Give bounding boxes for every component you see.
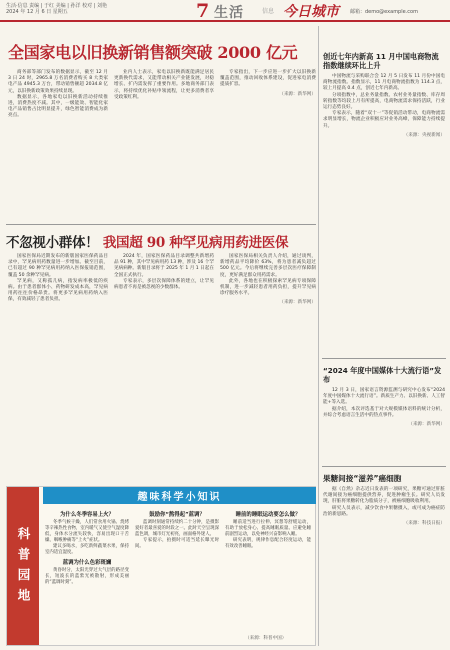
story1-para: 业内人士表示，家电以旧换新既能满足居民更新换代需求，又能带动相关产业链发展，对稳增长、扩内需发挥了重要作用。多地商务部门表示，将持续优化补贴申领流程，让更多消费者享受政策红利。 (114, 70, 214, 100)
story2-col3 (220, 254, 316, 305)
right-para: 据《自然》杂志近日发表的一项研究，果糖可通过肝脏代谢间接为癌细胞提供营养，促进肿瘤生长。研究人员发现，肝脏将果糖转化为脂质分子，被癌细胞吸收利用。 (323, 487, 445, 505)
divider (322, 358, 446, 359)
right-para: 12 月 3 日，国家语言资源监测与研究中心发布“2024 年度中国媒体十大流行语”。新质生产力、以旧换新、人工智能+等入选。 (323, 388, 445, 406)
right-source: （来源：新华网） (408, 422, 445, 428)
science-col3 (225, 507, 311, 550)
story2-para: 2024 年，国家医保药品目录调整共新增药品 91 种，其中罕见病用药 13 种，涉及 16 个罕见病病种。新版目录将于 2025 年 1 月 1 日起在全国正式执行。 (114, 254, 214, 278)
science-side-label (7, 487, 39, 645)
science-box (6, 486, 316, 646)
right-source: （来源：科技日报） (403, 521, 445, 527)
right-headline-fructose: 果糖间接“滋养”癌细胞 (323, 474, 402, 483)
story1-col2 (114, 70, 214, 101)
right-headline-buzzwords: “2024 年度中国媒体十大流行语”发布 (323, 366, 442, 384)
story1-para: 数据显示，各地家电以旧换新活动持续推进，消费热度不减。其中，一级能效、智能化家电产品销售占比明显提升，绿色智能消费成为新亮点。 (8, 94, 108, 119)
right-source: （来源：央视新闻） (403, 132, 445, 138)
story2-headline (6, 231, 316, 251)
section-subtitle: 信息 (262, 8, 275, 15)
science-para: 建议多喝水，多吃新鲜蔬菜水果，保持室内适宜湿度。 (45, 543, 129, 555)
story2-col2 (114, 254, 214, 291)
science-para: 冬季气候干燥，人们常食用火锅、烧烤等辛辣热性食物，室内暖气又使空气湿度降低，身体水分流失较快，容易出现口干舌燥、咽喉肿痛等“上火”症状。 (45, 520, 129, 543)
right-headline-ecommerce: 创近七年内新高 11 月中国电商物流指数继续环比上升 (323, 52, 439, 70)
science-question: 蓝调为什么色彩斑斓 (62, 560, 112, 567)
science-question: 睡前的睡眠运动要怎么做？ (235, 512, 301, 518)
story2-para: 专家表示，多层次保障体系的建立，让罕见病患者不再是被忽视的少数群体。 (114, 278, 214, 291)
story1-para: 专家指出，下一步应进一步扩大以旧换新覆盖范围，推动回收体系建设，促进家电消费提质扩容。 (220, 70, 316, 88)
header-meta (6, 3, 107, 15)
story2-para: 此外，各地也在积极探索罕见病专项保障机制，进一步减轻患者用药负担，提升罕见病诊疗服务水平。 (220, 278, 316, 297)
right-story2 (323, 388, 445, 427)
section-title: 生活 (214, 5, 244, 21)
science-question: 鼓励你“熬得起”蓝调？ (149, 512, 205, 518)
right-para: 研究人员表示，减少饮食中果糖摄入，或可成为癌症防治的新思路。 (323, 505, 445, 517)
page-header (0, 0, 450, 22)
story1-source: （来源：新华网） (279, 91, 316, 97)
right-para: 中国物流与采购联合会 12 月 5 日发布 11 月份中国电商物流指数。指数显示，11 月电商物流指数为 114.3 点，较上月提高 0.4 点，创近七年内新高。 (323, 74, 445, 92)
science-banner (43, 487, 316, 504)
story2-headline-b: 我国超 90 种罕见病用药进医保 (102, 235, 289, 251)
science-para: 专家提示，拍摄时可适当延长曝光时间。 (135, 537, 219, 549)
science-para: 黄昏时分，太阳光穿过大气层的路径变长，短波长的蓝紫光被散射，形成美丽的“蓝调时刻”。 (45, 568, 129, 586)
page-number: 7 (196, 0, 210, 22)
science-side-text: 科普园地 (16, 527, 31, 609)
divider (322, 466, 446, 467)
science-col2 (135, 507, 219, 550)
right-para: 分项指数中，总业务量指数、农村业务量指数、库存周转指数等均较上月有所提高，电商物流需求保持活跃，行业运行态势良好。 (323, 92, 445, 111)
story2-col1 (8, 254, 108, 304)
story2-para: 罕见病，又称孤儿病，指发病率极低的疾病。由于患者群体小、药物研发成本高，罕见病用药往往价格昂贵。将更多罕见病用药纳入医保，有效减轻了患者负担。 (8, 278, 108, 303)
science-para: 蓝调时刻通常持续约二十分钟，是摄影爱好者最喜爱的时段之一。此时天空呈现深蓝色调，城市灯光初亮，画面格外迷人。 (135, 520, 219, 537)
story1-headline: 全国家电以旧换新销售额突破 2000 亿元 (8, 43, 298, 62)
science-source: （来源：科普中国） (245, 636, 287, 641)
science-question: 为什么冬季容易上火？ (60, 512, 114, 518)
header-email: 邮箱：demo@example.com (350, 9, 418, 15)
story1-col1 (8, 70, 108, 120)
right-para: 据介绍，本次评选基于对大规模媒体语料的统计分析，并综合考虑语言生活中的热点事件。 (323, 406, 445, 418)
header-date: 2024 年 12 月 6 日 星期五 (6, 9, 68, 15)
story1-col3 (220, 70, 316, 97)
story2-headline-a: 不忽视小群体！ (6, 235, 99, 251)
newspaper-logo: 今日城市 (283, 4, 339, 20)
story2-para: 国家医保局相关负责人介绍，通过谈判，新增药品平均降价 63%，将为患者减负超过 500 亿元。今后将继续完善多层次医疗保障制度，更好满足群众用药需求。 (220, 254, 316, 278)
right-story3 (323, 487, 445, 526)
science-title: 趣味科学小知识 (137, 492, 222, 503)
divider (6, 224, 316, 225)
science-col1 (45, 507, 129, 586)
story2-source: （来源：新华网） (279, 300, 316, 306)
right-story1 (323, 74, 445, 138)
science-para: 睡前适当进行拉伸、冥想等舒缓运动，有助于放松身心、提高睡眠质量。应避免睡前剧烈运动，以免神经兴奋影响入睡。 (225, 520, 311, 537)
header-editors: 生活·信息 责编 | 于红 美编 | 孙洋 校对 | 刘艳 (6, 3, 107, 9)
right-para: 专家表示，随着“双十一”等促销活动带动，电商物流需求明显增长，物流企业积极应对业务高峰，保障能力持续提升。 (323, 111, 445, 129)
science-para: 研究表明，规律作息配合轻度运动，能有效改善睡眠。 (225, 537, 311, 549)
column-divider (318, 26, 319, 646)
story1-para: 商务部等部门发布的数据显示，截至 12 月 3 日 24 时，2965.8 万名消费者购买 8 大类家电产品 4945.3 万台，带动销售额超 2034.8 亿元，以旧换新政策效果持续显现。 (8, 70, 108, 94)
story2-para: 国家医保局近期发布的新版国家医保药品目录中，罕见病用药数量进一步增加。截至目前，已有超过 90 种罕见病用药纳入医保报销范围，覆盖 50 余种罕见病。 (8, 254, 108, 278)
